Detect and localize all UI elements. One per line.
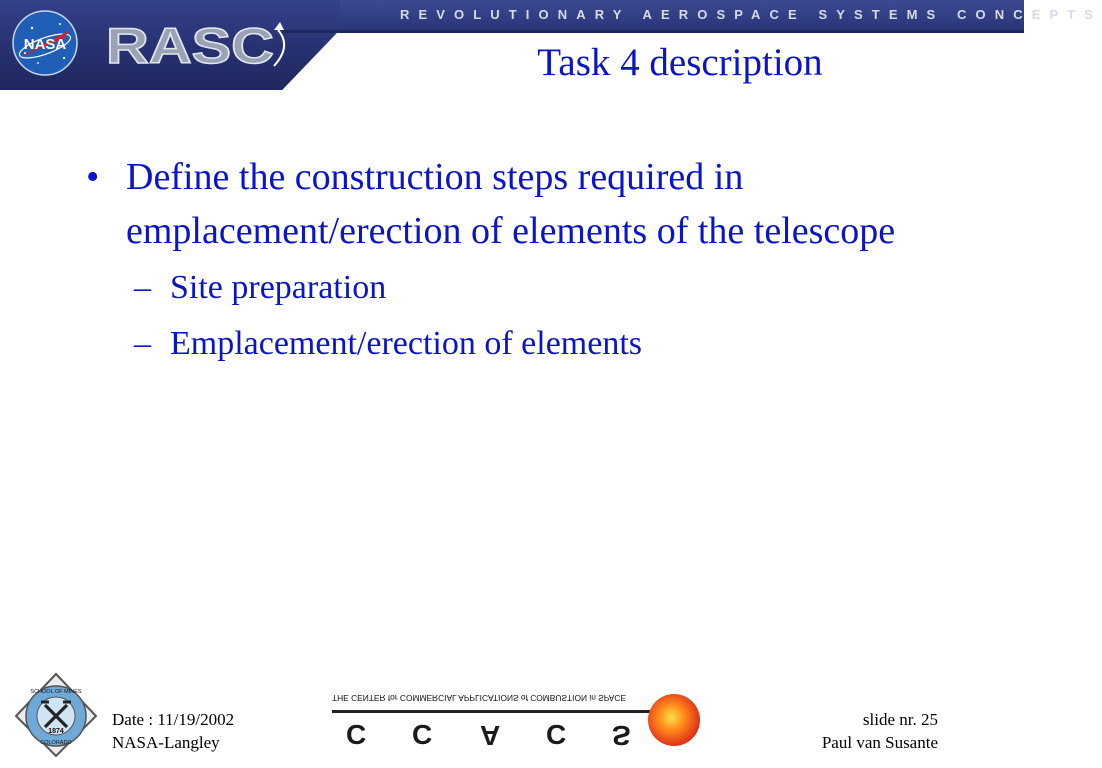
sub-bullet-item [126, 324, 936, 364]
bullet-list [86, 150, 936, 380]
svg-text:RASC: RASC [106, 18, 274, 74]
sub-bullet-text: Site preparation [170, 269, 387, 306]
footer-date: Date : 11/19/2002 [112, 710, 235, 729]
bullet-item [86, 150, 936, 364]
school-of-mines-logo-icon [14, 672, 98, 758]
ccacs-letter: C [346, 719, 367, 750]
sub-bullet-marker: – [134, 269, 151, 306]
nasa-logo-icon [10, 8, 80, 78]
svg-text:SCHOOL OF MINES: SCHOOL OF MINES [30, 689, 82, 695]
ccacs-rule [332, 710, 662, 713]
banner-rule [282, 30, 1024, 33]
ccacs-letters [346, 718, 646, 752]
sub-bullet-item [126, 268, 936, 308]
ccacs-letter: C [412, 719, 433, 750]
footer-organization: NASA-Langley [112, 733, 220, 752]
footer-author: Paul van Susante [821, 733, 938, 752]
footer-right [822, 708, 938, 754]
ccacs-letter: S [612, 720, 631, 751]
svg-text:COLORADO: COLORADO [40, 740, 72, 746]
rasc-logo-icon [104, 18, 294, 72]
svg-text:1874: 1874 [48, 728, 64, 735]
sub-bullet-marker: – [134, 325, 151, 362]
footer-slide-number: slide nr. 25 [862, 710, 938, 729]
ccacs-letter: A [480, 720, 501, 751]
ccacs-logo [332, 690, 712, 754]
ccacs-caption: THE CENTER for COMMERCIAL APPLICATIONS of COMBUSTION in SPACE [332, 693, 626, 703]
svg-text:NASA: NASA [23, 36, 67, 53]
footer-left [112, 708, 234, 754]
sub-bullet-list [126, 268, 936, 364]
bullet-text: Define the construction steps required in emplacement/erection of elements of the telescope [126, 156, 896, 252]
sub-bullet-text: Emplacement/erection of elements [170, 325, 643, 362]
ccacs-letter: C [546, 719, 567, 750]
bullet-marker: • [86, 156, 100, 198]
banner-title: REVOLUTIONARY AEROSPACE SYSTEMS CONCEPTS [400, 7, 1102, 22]
slide-title: Task 4 description [537, 41, 823, 84]
sun-icon [646, 692, 702, 748]
